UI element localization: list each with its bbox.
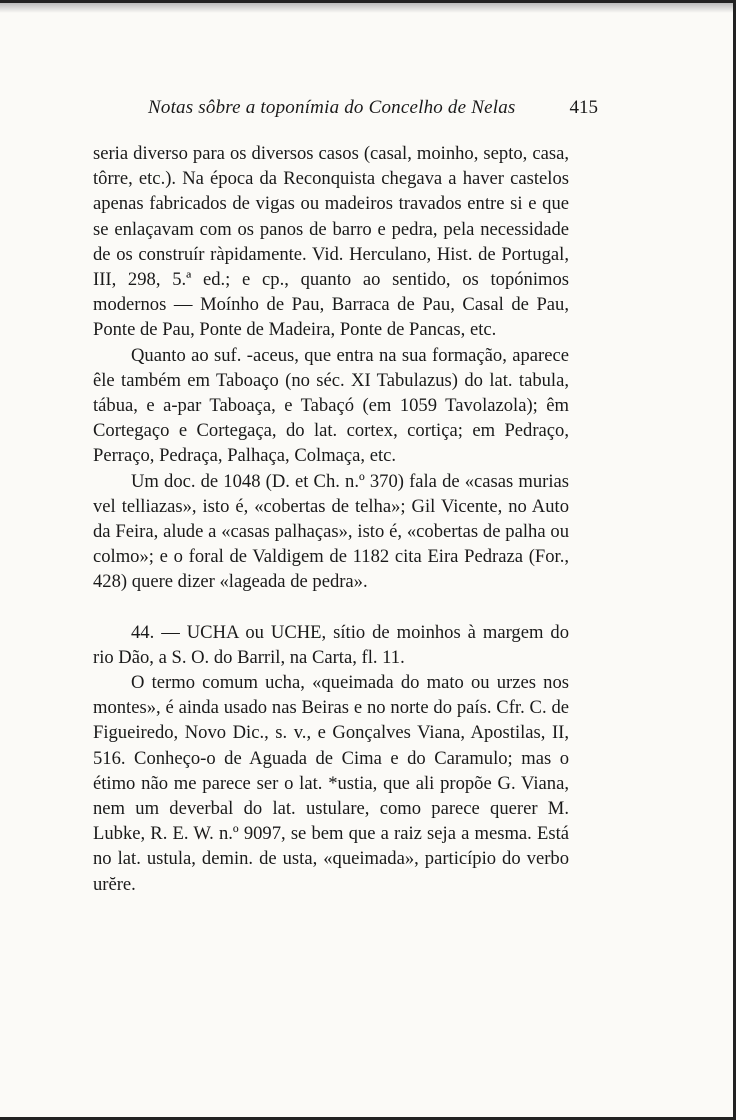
running-header — [148, 97, 598, 123]
paragraph-suffix-aceus: Quanto ao suf. -aceus, que entra na sua formação, aparece êle também em Taboaço (no séc. XI Tabulazus) do lat. tabula, tábua, e a-par Taboaça, e Tabaçó (em 1059 Tavolazola); êm Cortegaço e Cortegaça, do lat. cortex, cortiça; em Pedraço, Perraço, Pedraça, Palhaça, Colmaça, etc. — [93, 344, 569, 467]
body-text — [93, 141, 569, 897]
scan-edge-shadow — [0, 3, 733, 13]
paragraph-continuation: seria diverso para os diversos casos (casal, moinho, septo, casa, tôrre, etc.). Na época da Reconquista chegava a haver castelos apenas fabricados de vigas ou madeiros travados entre si e que se enlaçavam com os panos de barro e pedra, pela necessidade de os construír ràpidamente. Vid. Herculano, Hist. de Portugal, III, 298, 5.ª ed.; e cp., quanto ao sentido, os topónimos modernos — Moínho de Pau, Barraca de Pau, Casal de Pau, Ponte de Pau, Ponte de Madeira, Ponte de Pancas, etc. — [93, 143, 569, 341]
entry-44-heading: 44. — UCHA ou UCHE, sítio de moinhos à margem do rio Dão, a S. O. do Barril, na Carta, fl. 11. — [93, 621, 569, 668]
paragraph-documents: Um doc. de 1048 (D. et Ch. n.º 370) fala de «casas murias vel telliazas», isto é, «cobertas de telha»; Gil Vicente, no Auto da Feira, alude a «casas palhaças», isto é, «cobertas de palha ou colmo»; e o foral de Valdigem de 1182 cita Eira Pedraza (For., 428) quere dizer «lageada de pedra». — [93, 470, 569, 593]
running-title: Notas sôbre a toponímia do Concelho de Nelas — [148, 97, 516, 118]
paragraph-ucha-etymology: O termo comum ucha, «queimada do mato ou urzes nos montes», é ainda usado nas Beiras e no norte do país. Cfr. C. de Figueiredo, Novo Dic., s. v., e Gonçalves Viana, Apostilas, II, 516. Conheço-o de Aguada de Cima e do Caramulo; mas o étimo não me parece ser o lat. *ustia, que ali propõe G. Viana, nem um deverbal do lat. ustulare, como parece querer M. Lubke, R. E. W. n.º 9097, se bem que a raiz seja a mesma. Está no lat. ustula, demin. de usta, «queimada», particípio do verbo urĕre. — [93, 672, 569, 895]
page-number: 415 — [569, 97, 598, 118]
section-gap — [93, 595, 569, 620]
